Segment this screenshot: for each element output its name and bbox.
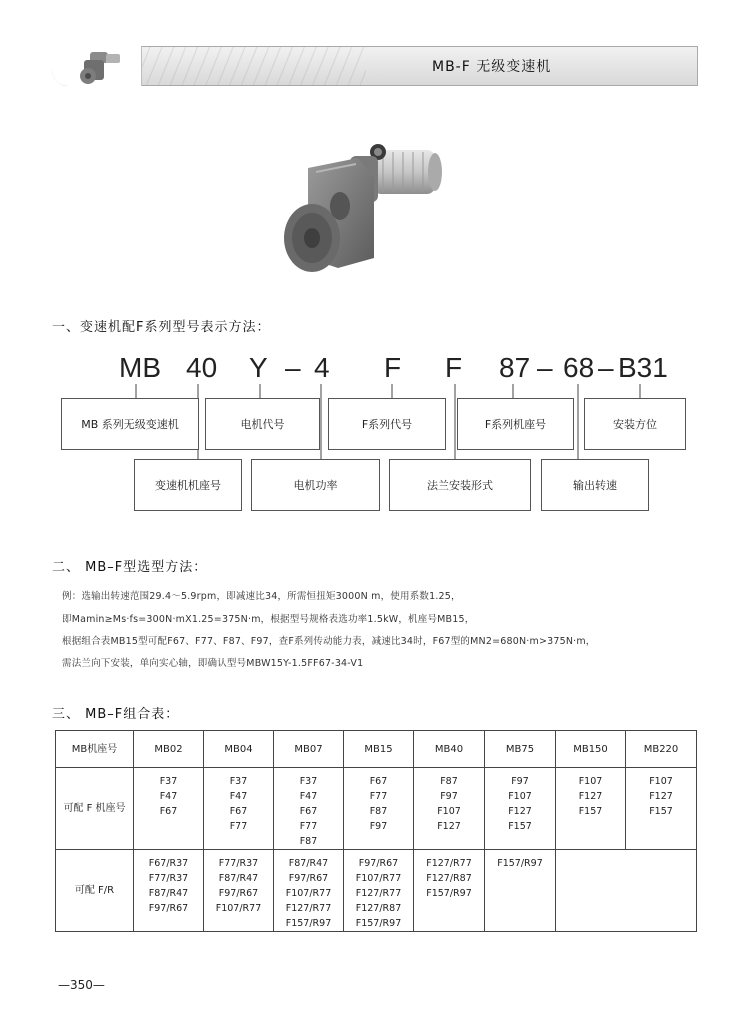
table-cell-item: F127 (649, 791, 673, 802)
table-cell (274, 768, 344, 850)
page-number: —350— (58, 978, 105, 992)
table-cell (556, 850, 626, 932)
row-label-f-r: 可配 F/R (56, 850, 134, 932)
combination-table (55, 730, 697, 932)
table-cell-item: F87/R47 (288, 858, 329, 869)
table-header-label: MB机座号 (56, 731, 134, 768)
header-title: MB-F 无级变速机 (432, 59, 552, 75)
table-cell-item: F47 (229, 791, 248, 802)
table-cell-item: F67 (369, 776, 388, 787)
table-cell (626, 768, 697, 850)
table-header-cell: MB40 (414, 731, 485, 768)
table-header-cell: MB07 (274, 731, 344, 768)
table-cell-item: F107/R77 (215, 903, 262, 914)
box-motor-power: 电机功率 (251, 459, 380, 511)
table-cell-item: F157/R97 (355, 918, 402, 929)
table-cell-item: F157/R97 (285, 918, 332, 929)
code-68: 68 (563, 352, 595, 383)
table-header-row (56, 731, 697, 768)
table-cell (274, 850, 344, 932)
table-cell-item: F127 (437, 821, 461, 832)
table-cell-item: F67 (159, 806, 178, 817)
table-cell-item: F67 (299, 806, 318, 817)
table-row-f-frames (56, 768, 697, 850)
table-cell-item: F87 (369, 806, 388, 817)
box-motor-code: 电机代号 (205, 398, 320, 450)
table-cell-item: F47 (159, 791, 178, 802)
table-cell (414, 850, 485, 932)
table-cell-item: F127/R87 (355, 903, 402, 914)
table-header-cell: MB02 (134, 731, 204, 768)
table-cell-item: F107/R77 (355, 873, 402, 884)
table-header-cell: MB04 (204, 731, 274, 768)
section3-heading: 三、 MB–F组合表： (52, 707, 180, 722)
table-cell-item: F157/R97 (426, 888, 472, 899)
box-mounting-position: 安装方位 (584, 398, 686, 450)
code-mb: MB (119, 352, 161, 383)
table-cell-item: F107 (578, 776, 603, 787)
table-cell-item: F77 (369, 791, 388, 802)
code-y: Y (249, 352, 268, 383)
section1-heading: 一、变速机配F系列型号表示方法： (52, 320, 271, 335)
code-40: 40 (186, 352, 218, 383)
table-cell (204, 850, 274, 932)
table-cell-item: F77 (299, 821, 318, 832)
code-f-flange: F (445, 352, 463, 383)
table-cell-item: F77/R37 (218, 858, 259, 869)
table-cell-item: F67 (229, 806, 248, 817)
code-dash-3: – (598, 352, 614, 383)
box-f-frame-size: F系列机座号 (457, 398, 574, 450)
table-cell-item: F127/R77 (426, 858, 472, 869)
table-cell-item: F107 (508, 791, 532, 802)
table-cell-item: F107 (649, 776, 673, 787)
selection-example-line-3: 根据组合表MB15型可配F67、F77、F87、F97，查F系列传动能力表，减速比34时，F67型的MN2=680N·m>375N·m， (62, 636, 596, 647)
table-cell (485, 768, 556, 850)
selection-example-line-4: 需法兰向下安装，单向实心轴，即确认型号MBW15Y-1.5FF67-34-V1 (62, 658, 364, 669)
table-cell-item: F77/R37 (148, 873, 189, 884)
row-label-f-frames: 可配 F 机座号 (56, 768, 134, 850)
box-f-series-code: F系列代号 (328, 398, 446, 450)
table-cell-item: F97/R67 (358, 858, 399, 869)
table-cell-item: F127/R87 (426, 873, 472, 884)
table-cell (414, 768, 485, 850)
table-header-cell: MB75 (485, 731, 556, 768)
table-cell (134, 768, 204, 850)
table-cell-item: F97 (440, 791, 458, 802)
table-cell-item: F87/R47 (148, 888, 189, 899)
table-cell-item: F157 (649, 806, 673, 817)
table-cell-item: F157/R97 (497, 858, 543, 869)
table-cell (556, 768, 626, 850)
table-cell-item: F127/R77 (355, 888, 402, 899)
selection-example-line-1: 例：选输出转速范围29.4～5.9rpm，即减速比34，所需恒扭矩3000N m，使用系数1.25， (62, 591, 461, 602)
table-header-cell: MB15 (344, 731, 414, 768)
table-cell-item: F157 (578, 806, 603, 817)
table-cell (626, 850, 697, 932)
box-variator-frame: 变速机机座号 (134, 459, 242, 511)
table-cell-item: F127/R77 (285, 903, 332, 914)
code-dash-1: – (285, 352, 301, 383)
table-cell (204, 768, 274, 850)
table-cell (344, 850, 414, 932)
table-cell-item: F127 (508, 806, 532, 817)
table-cell-item: F97/R67 (148, 903, 189, 914)
table-header-cell: MB220 (626, 731, 697, 768)
table-cell-item: F97/R67 (218, 888, 259, 899)
table-cell-item: F87 (299, 836, 318, 847)
table-cell-item: F77 (229, 821, 248, 832)
code-b31: B31 (618, 352, 668, 383)
table-cell (344, 768, 414, 850)
table-cell (485, 850, 556, 932)
table-cell-item: F37 (299, 776, 318, 787)
box-output-speed: 输出转速 (541, 459, 649, 511)
code-4: 4 (314, 352, 330, 383)
table-cell (134, 850, 204, 932)
table-cell-item: F97 (511, 776, 529, 787)
selection-example-line-2: 即Mamin≥Ms·fs=300N·mX1.25=375N·m，根据型号规格表选功率1.5kW，机座号MB15， (62, 614, 475, 625)
table-cell-item: F47 (299, 791, 318, 802)
box-mb-series: MB 系列无级变速机 (61, 398, 199, 450)
table-cell-item: F87 (440, 776, 458, 787)
table-cell-item: F127 (578, 791, 603, 802)
table-cell-item: F37 (159, 776, 178, 787)
table-cell-item: F67/R37 (148, 858, 189, 869)
table-cell-item: F37 (229, 776, 248, 787)
table-cell-item: F107 (437, 806, 461, 817)
code-87: 87 (499, 352, 531, 383)
code-dash-2: – (537, 352, 553, 383)
table-cell-item: F97 (369, 821, 388, 832)
box-flange-mounting: 法兰安装形式 (389, 459, 531, 511)
table-cell-item: F87/R47 (218, 873, 259, 884)
table-row-f-r (56, 850, 697, 932)
table-header-cell: MB150 (556, 731, 626, 768)
table-cell-item: F157 (508, 821, 532, 832)
table-cell-item: F107/R77 (285, 888, 332, 899)
table-cell-item: F97/R67 (288, 873, 329, 884)
code-f-series: F (384, 352, 402, 383)
section2-heading: 二、 MB–F型选型方法： (52, 560, 208, 575)
